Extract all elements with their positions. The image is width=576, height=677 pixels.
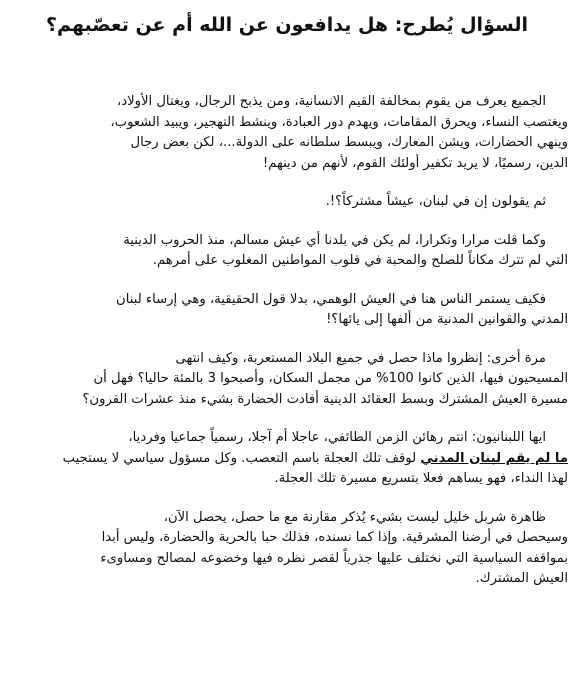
paragraph-7 — [6, 508, 568, 590]
paragraph-line: الدين، رسميًا، لا يريد تكفير أولئك القوم، لأنهم من دينهم! — [262, 155, 568, 171]
paragraph-2 — [6, 192, 568, 213]
paragraph-line: وسيحصل في أرضنا المشرقية. وإذا كما نسنده، فذلك حبا بالحرية والحضارة، وليس أبدا — [101, 530, 568, 545]
paragraph-line: المسيحيون فيها، الذين كانوا 100% من مجمل السكان، وأصبحوا 3 بالمئة حاليا؟ فهل أن — [93, 371, 568, 386]
paragraph-line: مسيرة العيش المشترك وبسط العقائد الدينية أفادت الحضارة بشيء منذ عشرات القرون؟ — [82, 391, 568, 407]
paragraph-line: ظاهرة شربل خليل ليست بشيء يُذكر مقارنة مع ما حصل، يحصل الآن، — [163, 509, 546, 525]
paragraph-line: ثم يقولون إن في لبنان، عيشاً مشتركاً؟!. — [325, 194, 546, 209]
paragraph-line: لهذا النداء، فهو يساهم فعلا بتسريع مسيرة تلك العجلة. — [274, 471, 568, 486]
paragraph-6 — [6, 428, 568, 490]
article-page — [6, 0, 568, 677]
paragraph-line: التي لم تترك مكاناً للصلح والمحبة في قلوب المواطنين المغلوب على أمرهم. — [152, 253, 568, 268]
paragraph-line-underlined: ما لم يقم لبنان المدني لوقف تلك العجلة باسم التعصب. وكل مسؤول سياسي لا يستجيب — [62, 450, 568, 466]
paragraph-line: بمواقفه السياسية التي نختلف عليها جذرياً لقصر نظره فيها وخضوعه لمصالح ومساوىء — [100, 550, 568, 566]
paragraph-line: وكما قلت مرارا وتكرارا، لم يكن في بلدنا أي عيش مسالم، منذ الحروب الدينية — [123, 232, 546, 248]
paragraph-line: مرة أخرى: إنظروا ماذا حصل في جميع البلاد المستعربة، وكيف انتهى — [175, 350, 546, 366]
paragraph-5 — [6, 349, 568, 411]
paragraph-1 — [6, 92, 568, 174]
article-body — [6, 92, 568, 608]
paragraph-4 — [6, 290, 568, 331]
paragraph-line: وينهي الحضارات، ويشن المعارك، ويبسط سلطانه على الدولة...، لكن بعض رجال — [130, 135, 568, 150]
paragraph-line: العيش المشترك. — [475, 571, 568, 586]
paragraph-line: الجميع يعرف من يقوم بمخالفة القيم الانسانية، ومن يذبح الرجال، ويغتال الأولاد، — [116, 94, 546, 109]
paragraph-line: المدني والقوانين المدنية من ألفها إلى يائها؟! — [326, 312, 568, 327]
paragraph-line: ايها اللبنانيون: انتم رهائن الزمن الطائفي، عاجلا أم آجلا، رسمياً جماعيا وفرديا، — [128, 430, 546, 445]
paragraph-line: فكيف يستمر الناس هنا في العيش الوهمي، بدلا قول الحقيقية، وهي إرساء لبنان — [116, 291, 546, 307]
paragraph-line: ويغتصب النساء، ويحرق المقامات، ويهدم دور العبادة، وينشط التهجير، ويبيد الشعوب، — [110, 114, 568, 130]
article-title: السؤال يُطرح: هل يدافعون عن الله أم عن تعصّبهم؟ — [46, 14, 528, 36]
paragraph-3 — [6, 231, 568, 272]
underlined-phrase: ما لم يقم لبنان المدني — [420, 450, 568, 466]
